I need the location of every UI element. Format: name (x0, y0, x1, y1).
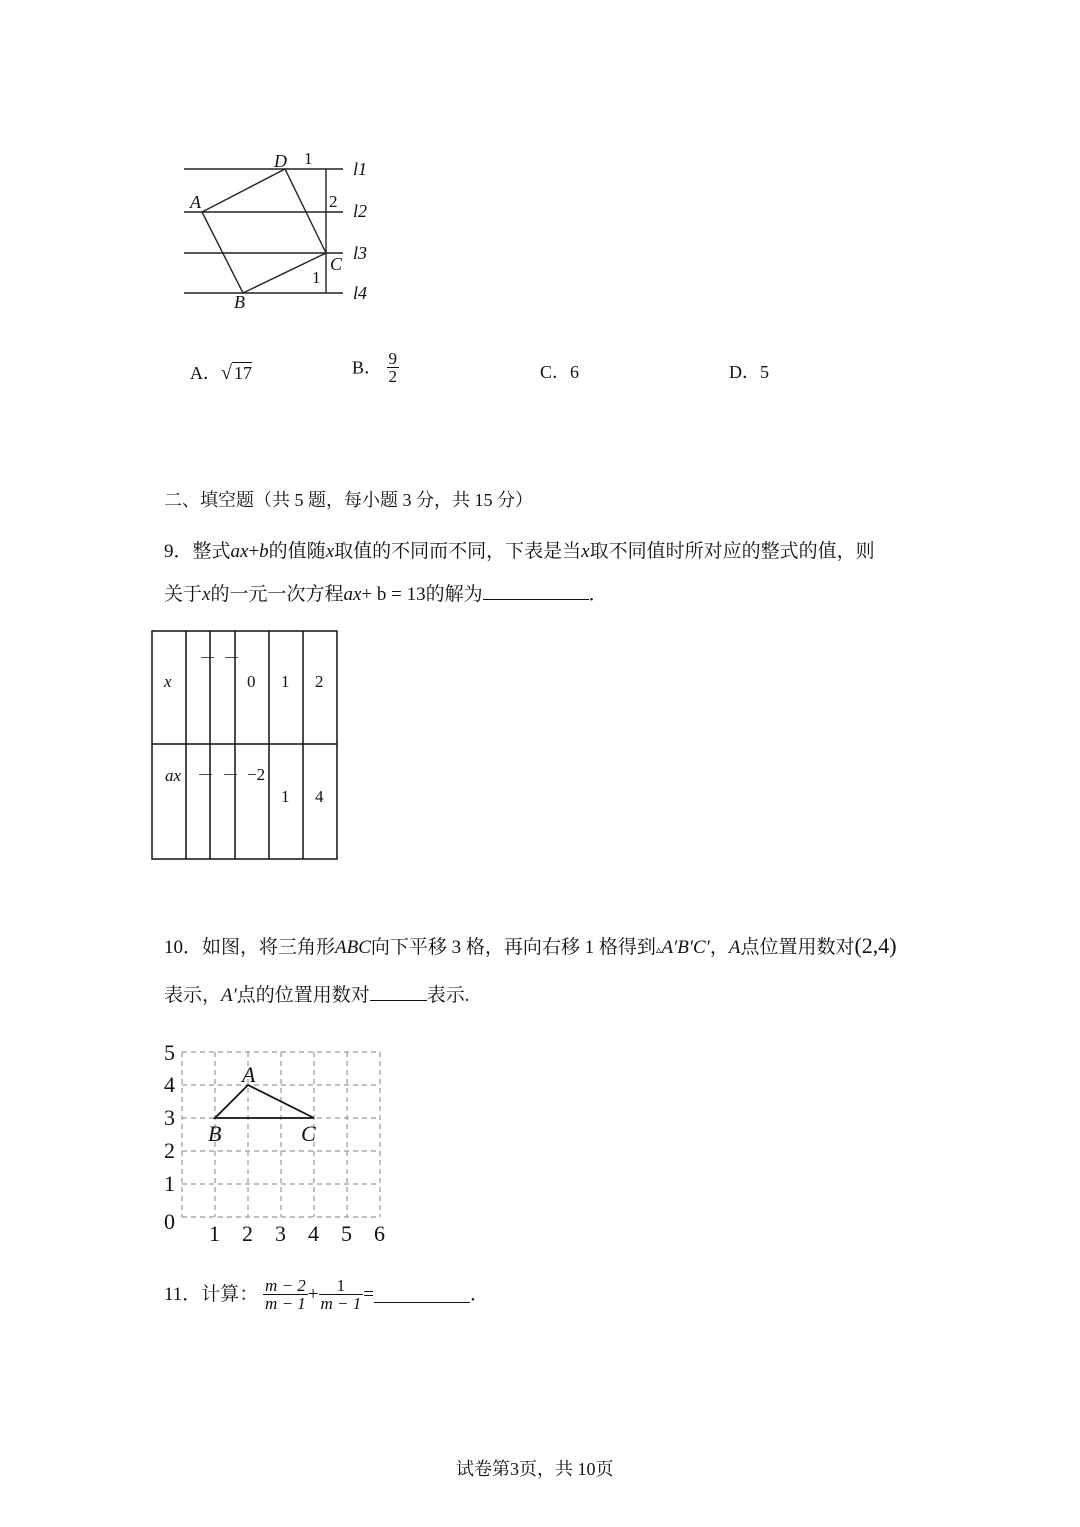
q11-fraction-2-denominator: m − 1 (320, 1294, 362, 1313)
choice-a-value: 17 (233, 363, 252, 383)
table-cell: 1 (281, 787, 290, 806)
x-tick: 6 (374, 1221, 385, 1246)
page-footer: 试卷第3页，共 10页 (456, 1459, 614, 1479)
q10-line-2: 表示，A′点的位置用数对 表示. (164, 985, 470, 1006)
y-tick: 0 (164, 1209, 175, 1234)
line-label-l1: l1 (353, 159, 368, 179)
q11-fraction-1-numerator: m − 2 (265, 1276, 306, 1295)
y-tick: 4 (164, 1072, 175, 1097)
section-heading: 二、填空题（共 5 题，每小题 3 分，共 15 分） (164, 490, 533, 510)
y-tick: 1 (164, 1171, 175, 1196)
choice-c (540, 363, 579, 381)
q10-grid-figure (160, 1038, 396, 1248)
distance-label-1-bottom: 1 (312, 268, 321, 287)
table-cell-x: x (164, 672, 172, 691)
table-cell: － (197, 766, 214, 785)
y-tick: 2 (164, 1138, 175, 1163)
point-label-A: A (190, 192, 201, 212)
line-label-l3: l3 (353, 243, 368, 263)
table-cell: － (223, 649, 240, 668)
distance-label-1-top: 1 (304, 149, 313, 168)
x-tick: 5 (341, 1221, 352, 1246)
x-tick: 3 (275, 1221, 286, 1246)
vertex-label-A: A (242, 1062, 256, 1087)
q8-figure (175, 145, 385, 315)
y-tick: 5 (164, 1040, 175, 1065)
table-cell: 1 (281, 672, 290, 691)
q9-value-table (151, 630, 340, 861)
q9-line-1: 9．整式ax+b的值随x取值的不同而不同，下表是当x取不同值时所对应的整式的值，则 (164, 541, 875, 562)
table-cell: 0 (247, 672, 256, 691)
point-label-B: B (234, 292, 245, 312)
q10-answer-blank[interactable] (370, 1000, 427, 1001)
q11-fraction-2-numerator: 1 (336, 1276, 346, 1295)
choice-d (729, 363, 769, 381)
choice-a-letter: A． (190, 363, 221, 383)
q9-line-2: 关于x的一元一次方程ax+ b = 13的解为 ． (164, 584, 608, 605)
choice-b-denominator: 2 (388, 367, 398, 386)
table-cell: 4 (315, 787, 324, 806)
choice-c-value: 6 (570, 362, 580, 382)
table-cell: 2 (315, 672, 324, 691)
x-tick: 1 (209, 1221, 220, 1246)
choice-d-letter: D． (729, 362, 760, 382)
choice-d-value: 5 (760, 362, 769, 382)
distance-label-2: 2 (329, 192, 338, 211)
table-cell: － (222, 766, 239, 785)
q10-line-1: 10．如图，将三角形ABC向下平移 3 格，再向右移 1 格得到▵A′B′C′，A点位置用数对(2,4) (164, 933, 897, 958)
point-label-D: D (274, 151, 287, 171)
q11-line: 11．计算： $\frac{m - 2}{m - 1}$ + $\frac{1}{m - 1}$ = ． (164, 1276, 489, 1313)
q9-answer-blank[interactable] (483, 599, 589, 600)
table-cell: −2 (247, 765, 266, 784)
point-label-C: C (330, 254, 343, 274)
x-tick: 4 (308, 1221, 319, 1246)
q11-answer-blank[interactable] (374, 1286, 470, 1303)
line-label-l4: l4 (353, 283, 368, 303)
choice-b (352, 350, 399, 385)
table-cell: － (199, 649, 216, 668)
choice-b-numerator: 9 (388, 349, 398, 368)
choice-c-letter: C． (540, 362, 571, 382)
x-tick: 2 (242, 1221, 253, 1246)
vertex-label-B: B (208, 1121, 222, 1146)
y-tick: 3 (164, 1105, 175, 1130)
vertex-label-C: C (301, 1121, 316, 1146)
choice-b-letter: B． (352, 357, 383, 378)
table-cell-ax: ax (165, 766, 182, 785)
q11-fraction-1-denominator: m − 1 (265, 1294, 306, 1313)
line-label-l2: l2 (353, 201, 368, 221)
choice-a: A．√ 17 (190, 362, 252, 384)
